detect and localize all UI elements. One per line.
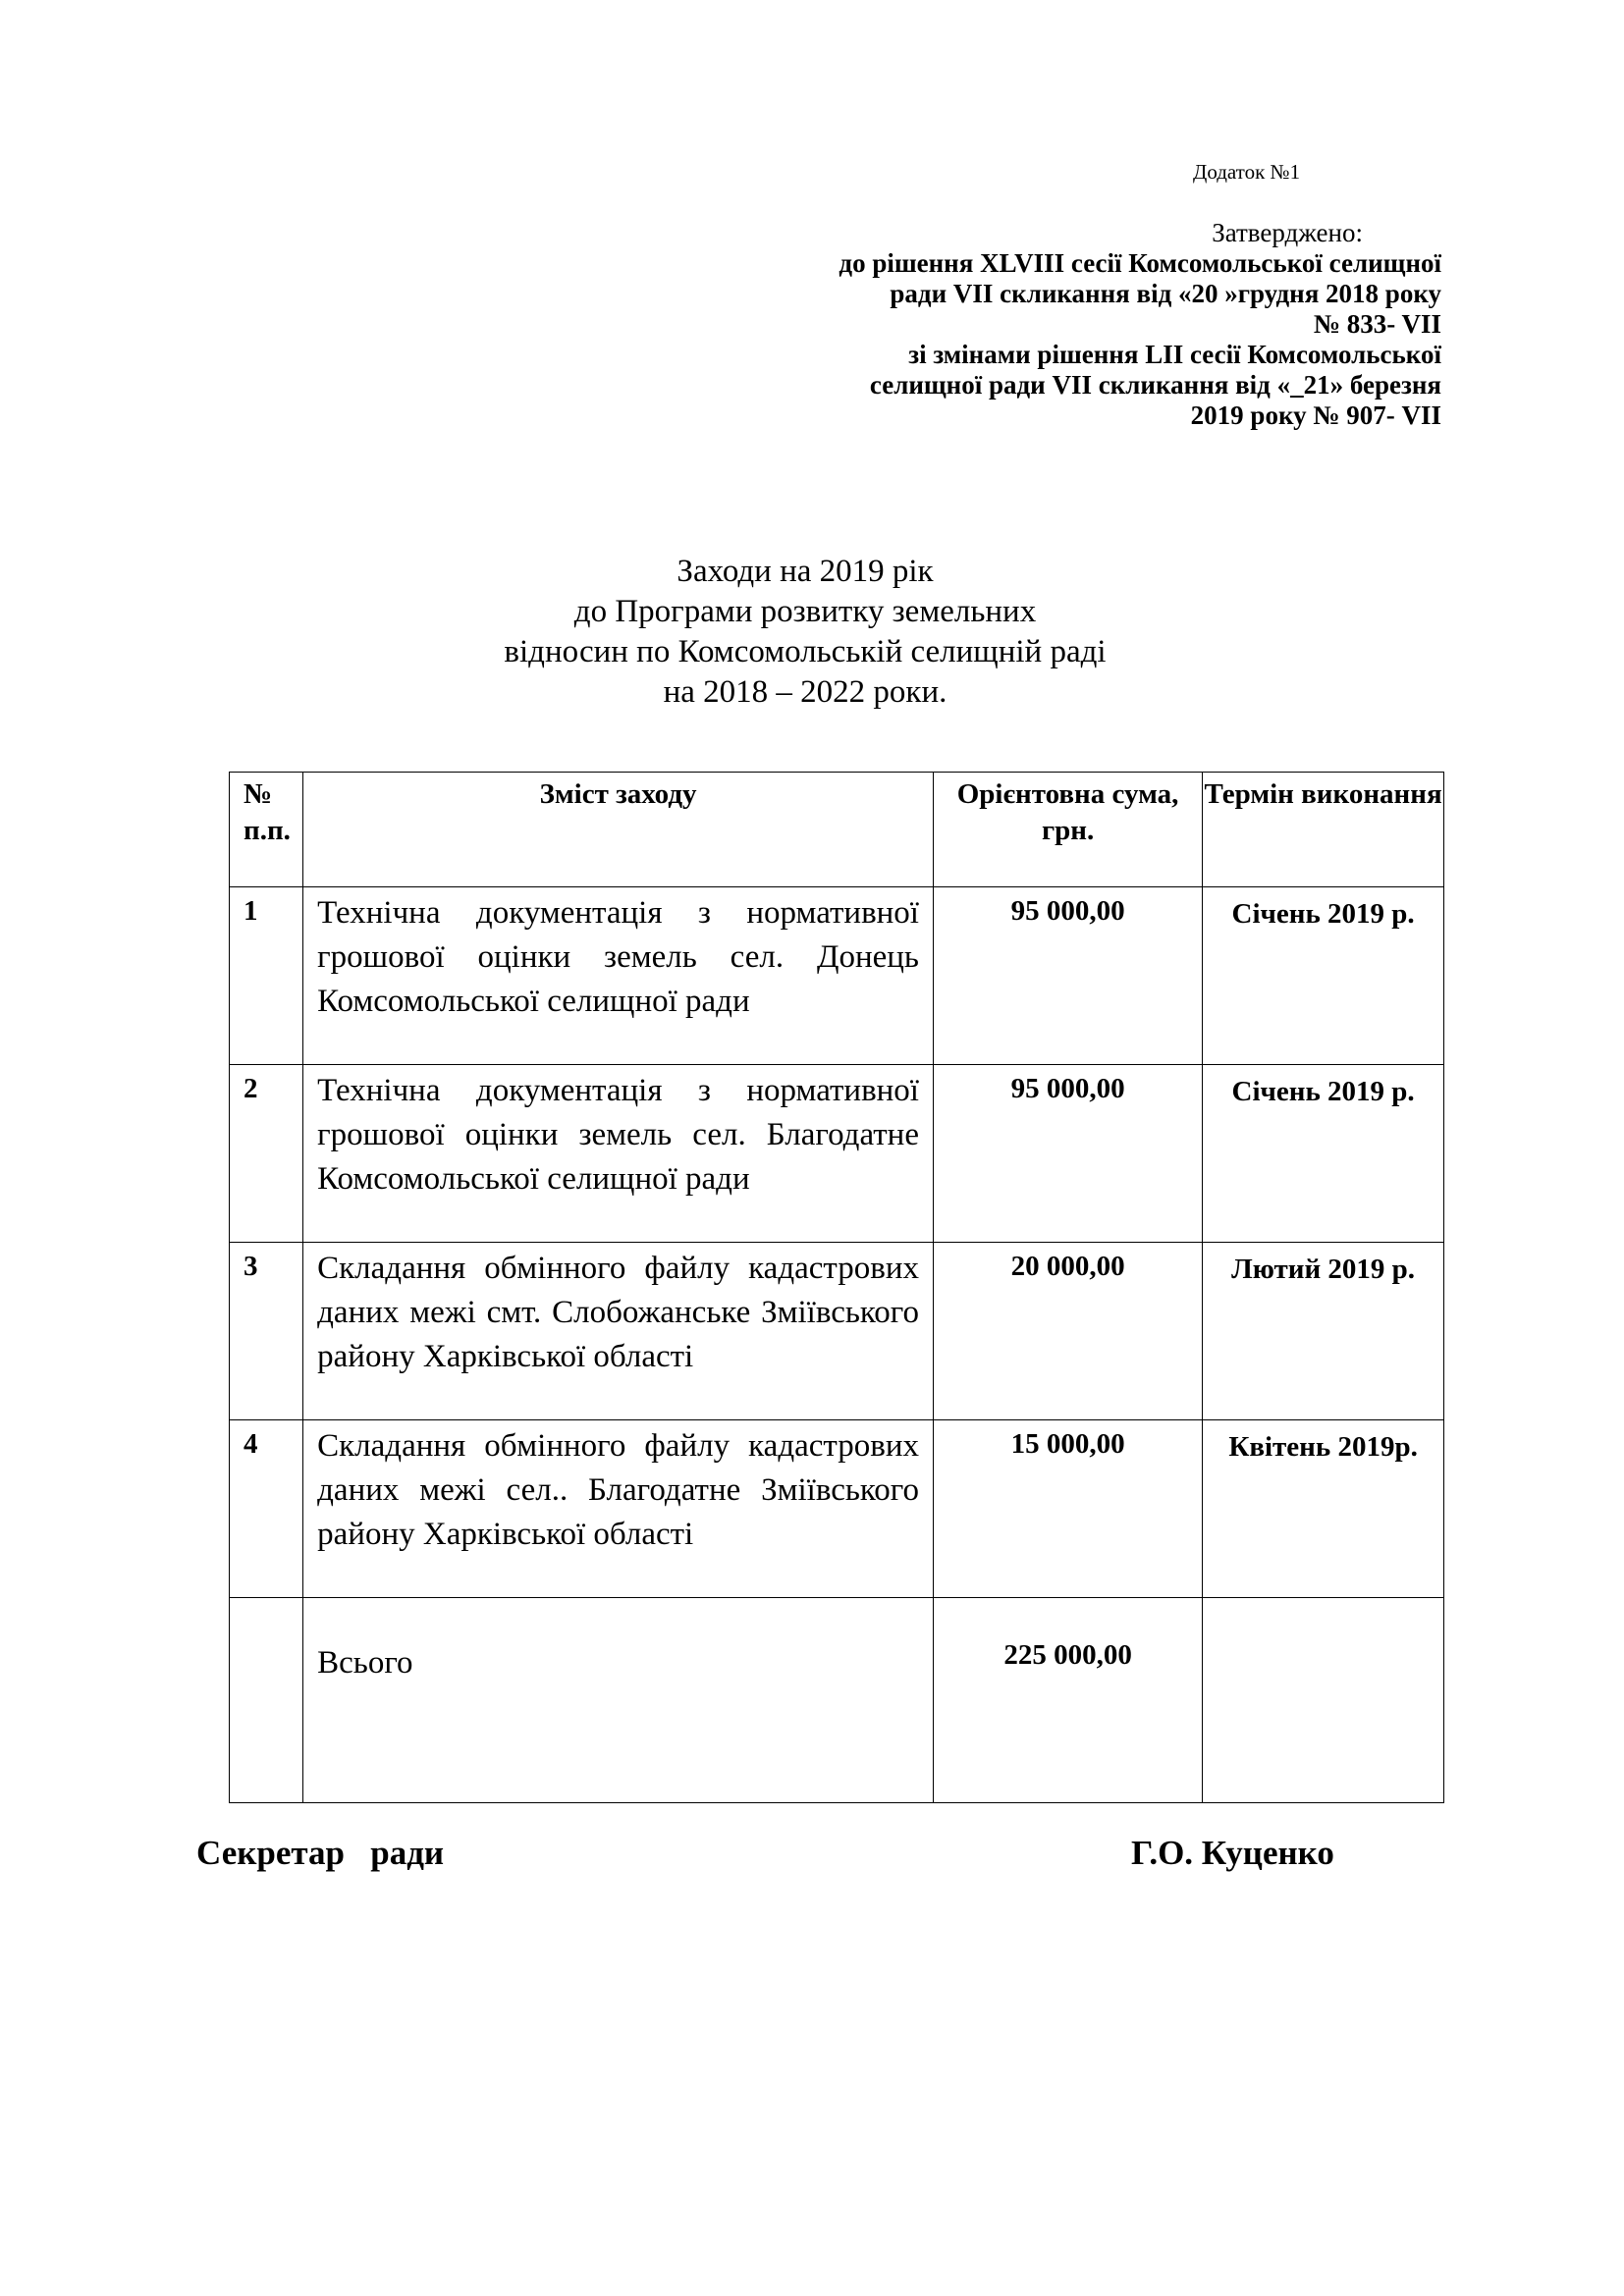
approval-line: зі змінами рішення LII сесії Комсомольської	[908, 340, 1441, 369]
header-sum: Орієнтовна сума, грн.	[933, 773, 1202, 887]
measures-table	[229, 772, 1444, 1803]
row-sum: 15 000,00	[933, 1420, 1202, 1598]
appendix-label: Додаток №1	[1193, 160, 1301, 184]
table-row	[230, 1243, 1444, 1420]
header-content: Зміст заходу	[303, 773, 934, 887]
approval-block	[558, 218, 1441, 431]
row-sum: 95 000,00	[933, 887, 1202, 1065]
row-num: 2	[230, 1065, 303, 1243]
row-content: Технічна документація з нормативної грошової оцінки земель сел. Благодатне Комсомольської селищної ради	[303, 1065, 934, 1243]
row-content: Складання обмінного файлу кадастрових даних межі смт. Слобожанське Зміївського району Харківської області	[303, 1243, 934, 1420]
title-line: до Програми розвитку земельних	[573, 594, 1037, 629]
header-num: № п.п.	[230, 773, 303, 887]
total-num-empty	[230, 1598, 303, 1803]
header-term: Термін виконання	[1203, 773, 1444, 887]
title-line: на 2018 – 2022 роки.	[663, 674, 947, 710]
signature-position: Секретар ради	[196, 1834, 445, 1872]
table-header-row	[230, 773, 1444, 887]
row-term: Лютий 2019 р.	[1203, 1243, 1444, 1420]
approval-line: ради VII скликання від «20 »грудня 2018 року	[890, 279, 1441, 308]
table-row	[230, 887, 1444, 1065]
row-term: Січень 2019 р.	[1203, 887, 1444, 1065]
document-title	[0, 552, 1610, 713]
approval-heading: Затверджено:	[1212, 218, 1363, 247]
approval-line: до рішення XLVIII сесії Комсомольської селищної	[839, 248, 1441, 278]
row-term: Січень 2019 р.	[1203, 1065, 1444, 1243]
row-sum: 95 000,00	[933, 1065, 1202, 1243]
total-term-empty	[1203, 1598, 1444, 1803]
row-num: 3	[230, 1243, 303, 1420]
approval-line: селищної ради VII скликання від «_21» березня	[869, 370, 1441, 400]
table-row	[230, 1420, 1444, 1598]
row-num: 4	[230, 1420, 303, 1598]
total-row	[230, 1598, 1444, 1803]
total-sum: 225 000,00	[933, 1598, 1202, 1803]
row-term: Квітень 2019р.	[1203, 1420, 1444, 1598]
total-label: Всього	[303, 1598, 934, 1803]
row-content: Складання обмінного файлу кадастрових даних межі сел.. Благодатне Зміївського району Харківської області	[303, 1420, 934, 1598]
row-content: Технічна документація з нормативної грошової оцінки земель сел. Донець Комсомольської селищної ради	[303, 887, 934, 1065]
title-line: відносин по Комсомольській селищній раді	[504, 634, 1107, 669]
approval-line: № 833- VII	[1313, 309, 1441, 339]
row-num: 1	[230, 887, 303, 1065]
table-row	[230, 1065, 1444, 1243]
approval-line: 2019 року № 907- VII	[1190, 400, 1441, 430]
signature-name: Г.О. Куценко	[1131, 1834, 1334, 1872]
title-line: Заходи на 2019 рік	[677, 554, 934, 589]
row-sum: 20 000,00	[933, 1243, 1202, 1420]
